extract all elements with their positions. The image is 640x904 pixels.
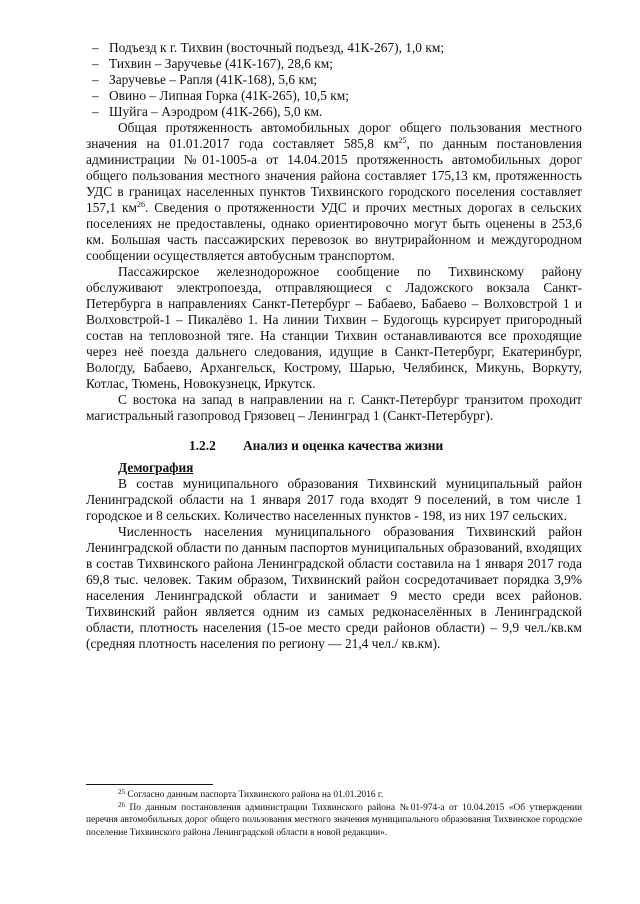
paragraph-population: Численность населения муниципального образования Тихвинский район Ленинградской области по данным паспортов муниципальных образований, входящих в состав Тихвинского района Ленинградской области составила на 1 января 2017 года 69,8 тыс. человек. Таким образом, Тихвинский район сосредотачивает порядка 3,9% населения Ленинградской области и занимает 9 место среди всех районов. Тихвинский район является одним из самых редконаселённых в Ленинградской области, плотность населения (15-ое место среди районов области) – 9,9 чел./кв.км (средняя плотность населения по региону — 21,4 чел./ кв.км). [86, 524, 582, 651]
list-dash: – [92, 40, 99, 55]
footnote-25 [86, 789, 582, 802]
list-item [86, 56, 582, 72]
road-list [86, 40, 582, 120]
list-dash: – [92, 72, 99, 87]
paragraph-gas-pipeline: С востока на запад в направлении на г. Санкт-Петербург транзитом проходит магистральный газопровод Грязовец – Ленинград 1 (Санкт-Петербург). [86, 392, 582, 423]
paragraph-rail: Пассажирское железнодорожное сообщение по Тихвинскому району обслуживают электропоезда, отправляющиеся с Ладожского вокзала Санкт-Петербурга в направлениях Санкт-Петербург – Бабаево, Бабаево – Волховстрой 1 и Волховстрой-1 – Пикалёво 1. На линии Тихвин – Будогощь курсирует пригородный состав на тепловозной тяге. На станции Тихвин останавливаются все проходящие через неё поезда дальнего следования, идущие в Санкт-Петербург, Екатеринбург, Вологду, Бабаево, Архангельск, Кострому, Шарью, Челябинск, Микунь, Воркуту, Котлас, Тюмень, Новокузнецк, Иркутск. [86, 264, 582, 391]
list-dash: – [92, 88, 99, 103]
footnote-26 [86, 802, 582, 840]
footnote-number: 26 [118, 800, 125, 809]
section-heading [86, 438, 582, 454]
list-item-text: Тихвин – Заручевье (41К-167), 28,6 км; [109, 56, 333, 71]
footnote-text: По данным постановления администрации Тихвинского района №01-974-а от 10.04.2015 «Об утверждении перечня автомобильных дорог общего пользования местного значения муниципального образования Тихвинское городское поселение Тихвинского района Ленинградской области в новой редакции». [86, 802, 583, 838]
paragraph-road-length [86, 120, 582, 264]
paragraph-settlements: В состав муниципального образования Тихвинский муниципальный район Ленинградской области на 1 января 2017 года входят 9 поселений, в том числе 1 городское и 8 сельских. Количество населенных пунктов - 198, из них 197 сельских. [86, 476, 582, 523]
list-item-text: Шуйга – Аэродром (41К-266), 5,0 км. [109, 104, 323, 119]
footnote-ref-26[interactable]: 26 [137, 200, 146, 209]
section-title: Анализ и оценка качества жизни [243, 438, 444, 453]
list-item [86, 40, 582, 56]
subheading-demography: Демография [118, 460, 194, 475]
list-item-text: Овино – Липная Горка (41К-265), 10,5 км; [109, 88, 349, 103]
list-item [86, 72, 582, 88]
list-item [86, 88, 582, 104]
list-item-text: Заручевье – Рапля (41К-168), 5,6 км; [109, 72, 318, 87]
footnote-separator [86, 784, 213, 785]
list-item-text: Подъезд к г. Тихвин (восточный подъезд, 41К-267), 1,0 км; [109, 40, 445, 55]
paragraph-text: , по данным постановления администрации №01-1005-а от 14.04.2015 протяженность автомобильных дорог общего пользования местного значения района составляет 175,13 км, протяженность УДС в границах населенных пунктов Тихвинского городского поселения составляет 157,1 км [86, 136, 582, 215]
footnote-number: 25 [118, 788, 125, 796]
section-number: 1.2.2 [189, 438, 216, 453]
footnote-text: Согласно данным паспорта Тихвинского района на 01.01.2016 г. [127, 790, 384, 800]
paragraph-text: Общая протяженность автомобильных дорог общего пользования местного значения на 01.01.2017 года составляет 585,8 км [86, 120, 582, 151]
footnote-ref-25[interactable]: 25 [398, 136, 407, 145]
paragraph-text: . Сведения о протяженности УДС и прочих местных дорогах в сельских поселениях не предоставлены, однако ориентировочно могут быть оценены в 253,6 км. Большая часть пассажирских перевозок во внутрирайонном и междугородном сообщении осуществляется автобусным транспортом. [86, 200, 582, 263]
list-dash: – [92, 56, 99, 71]
list-dash: – [92, 104, 99, 119]
footnotes [86, 784, 582, 839]
list-item [86, 104, 582, 120]
